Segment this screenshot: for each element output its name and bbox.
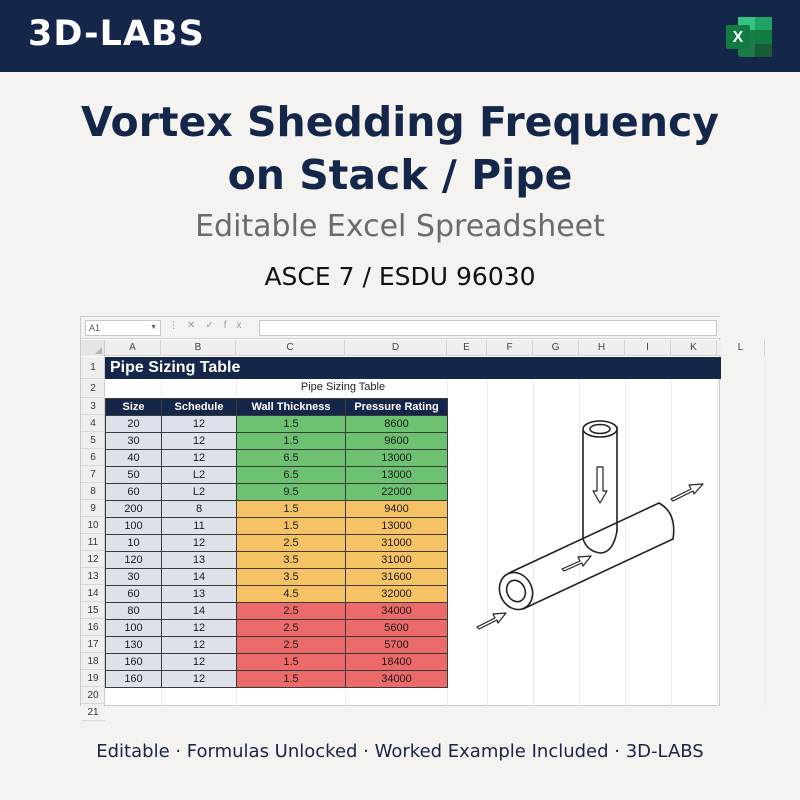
page-title-line-2: on Stack / Pipe: [227, 151, 573, 199]
row-header-4[interactable]: 4: [81, 415, 105, 432]
table-header-row: [106, 399, 448, 416]
cell-pressure-rating[interactable]: 31000: [346, 552, 448, 569]
cell-size[interactable]: 50: [106, 467, 162, 484]
cell-size[interactable]: 30: [106, 569, 162, 586]
cell-wall-thickness[interactable]: 2.5: [237, 535, 346, 552]
cell-pressure-rating[interactable]: 31000: [346, 535, 448, 552]
column-header-f[interactable]: F: [487, 340, 533, 356]
cell-pressure-rating[interactable]: 13000: [346, 467, 448, 484]
table-row: [106, 450, 448, 467]
table-row: [106, 637, 448, 654]
cell-pressure-rating[interactable]: 34000: [346, 671, 448, 688]
cell-wall-thickness[interactable]: 1.5: [237, 433, 346, 450]
row-header-9[interactable]: 9: [81, 500, 105, 517]
cell-pressure-rating[interactable]: 8600: [346, 416, 448, 433]
cell-wall-thickness[interactable]: 4.5: [237, 586, 346, 603]
cell-pressure-rating[interactable]: 13000: [346, 518, 448, 535]
cell-pressure-rating[interactable]: 5600: [346, 620, 448, 637]
row-header-11[interactable]: 11: [81, 534, 105, 551]
cell-schedule[interactable]: 12: [162, 433, 237, 450]
formula-icons: [187, 320, 252, 331]
row-header-16[interactable]: 16: [81, 619, 105, 636]
row-header-10[interactable]: 10: [81, 517, 105, 534]
row-header-5[interactable]: 5: [81, 432, 105, 449]
excel-icon: [724, 15, 774, 59]
cell-size[interactable]: 100: [106, 518, 162, 535]
cell-wall-thickness[interactable]: 1.5: [237, 501, 346, 518]
grid-vline: [765, 357, 766, 707]
brand-logo-text: 3D-LABS: [28, 14, 205, 54]
footer-tagline: Editable · Formulas Unlocked · Worked Example Included · 3D-LABS: [96, 741, 704, 762]
cell-schedule[interactable]: 11: [162, 518, 237, 535]
cell-pressure-rating[interactable]: 5700: [346, 637, 448, 654]
cell-schedule[interactable]: L2: [162, 484, 237, 501]
cell-schedule[interactable]: L2: [162, 467, 237, 484]
column-header-d[interactable]: D: [345, 340, 447, 356]
column-header-g[interactable]: G: [533, 340, 579, 356]
table-row: [106, 484, 448, 501]
row-header-column: [81, 357, 105, 718]
cell-size[interactable]: 60: [106, 484, 162, 501]
table-row: [106, 569, 448, 586]
cell-pressure-rating[interactable]: 9400: [346, 501, 448, 518]
row-header-1[interactable]: 1: [81, 357, 105, 379]
cell-pressure-rating[interactable]: 13000: [346, 450, 448, 467]
cell-schedule[interactable]: 12: [162, 535, 237, 552]
cell-schedule[interactable]: 8: [162, 501, 237, 518]
row-header-7[interactable]: 7: [81, 466, 105, 483]
row-header-20[interactable]: 20: [81, 687, 105, 704]
column-header-a[interactable]: A: [105, 340, 161, 356]
cell-pressure-rating[interactable]: 34000: [346, 603, 448, 620]
cell-pressure-rating[interactable]: 9600: [346, 433, 448, 450]
function-icon[interactable]: fx: [223, 320, 252, 331]
cell-pressure-rating[interactable]: 31600: [346, 569, 448, 586]
subtitle: Editable Excel Spreadsheet: [195, 209, 605, 244]
header-size[interactable]: Size: [106, 399, 162, 416]
header-wall-thickness[interactable]: Wall Thickness: [237, 399, 346, 416]
cell-wall-thickness[interactable]: 3.5: [237, 552, 346, 569]
cell-wall-thickness[interactable]: 6.5: [237, 467, 346, 484]
cell-wall-thickness[interactable]: 2.5: [237, 637, 346, 654]
formula-input[interactable]: [259, 320, 717, 336]
name-box-value: A1: [89, 323, 101, 333]
cancel-icon[interactable]: ✕: [187, 320, 206, 331]
table-row: [106, 467, 448, 484]
cell-schedule[interactable]: 12: [162, 637, 237, 654]
cell-size[interactable]: 40: [106, 450, 162, 467]
row-header-6[interactable]: 6: [81, 449, 105, 466]
table-row: [106, 501, 448, 518]
table-row: [106, 535, 448, 552]
sheet-title-banner[interactable]: [105, 357, 721, 379]
cell-size[interactable]: 200: [106, 501, 162, 518]
page-title-line-1: Vortex Shedding Frequency: [80, 98, 720, 146]
row-header-17[interactable]: 17: [81, 636, 105, 653]
cell-size[interactable]: 10: [106, 535, 162, 552]
spreadsheet-window: [80, 316, 744, 718]
cell-size[interactable]: 20: [106, 416, 162, 433]
cell-size[interactable]: 160: [106, 654, 162, 671]
row-header-19[interactable]: 19: [81, 670, 105, 687]
table-row: [106, 433, 448, 450]
standard-reference: ASCE 7 / ESDU 96030: [264, 262, 536, 291]
table-row: [106, 416, 448, 433]
cell-wall-thickness[interactable]: 1.5: [237, 518, 346, 535]
cell-pressure-rating[interactable]: 22000: [346, 484, 448, 501]
row-header-14[interactable]: 14: [81, 585, 105, 602]
top-banner: [0, 0, 800, 72]
cell-size[interactable]: 100: [106, 620, 162, 637]
more-dots-icon: ⋮: [169, 320, 178, 330]
select-all-corner[interactable]: [81, 340, 105, 356]
row-header-18[interactable]: 18: [81, 653, 105, 670]
cell-schedule[interactable]: 14: [162, 603, 237, 620]
column-header-h[interactable]: H: [579, 340, 625, 356]
cell-size[interactable]: 60: [106, 586, 162, 603]
header-schedule[interactable]: Schedule: [162, 399, 237, 416]
cell-size[interactable]: 120: [106, 552, 162, 569]
formula-bar: [81, 317, 721, 339]
column-header-row: [81, 340, 744, 356]
name-box[interactable]: [85, 320, 161, 336]
cell-schedule[interactable]: 12: [162, 620, 237, 637]
row-header-3[interactable]: 3: [81, 398, 105, 415]
sheet-title: Pipe Sizing Table: [110, 359, 241, 376]
cell-pressure-rating[interactable]: 32000: [346, 586, 448, 603]
cell-size[interactable]: 80: [106, 603, 162, 620]
table-row: [106, 586, 448, 603]
column-header-l[interactable]: L: [717, 340, 765, 356]
cell-size[interactable]: 160: [106, 671, 162, 688]
cell-schedule[interactable]: 13: [162, 552, 237, 569]
chevron-down-icon[interactable]: ▼: [150, 324, 157, 331]
cell-schedule[interactable]: 12: [162, 450, 237, 467]
grid-vline: [717, 357, 718, 707]
table-row: [106, 654, 448, 671]
cell-wall-thickness[interactable]: 3.5: [237, 569, 346, 586]
cell-schedule[interactable]: 12: [162, 416, 237, 433]
table-row: [106, 518, 448, 535]
cell-size[interactable]: 130: [106, 637, 162, 654]
svg-text:X: X: [732, 29, 744, 46]
column-header-b[interactable]: B: [161, 340, 236, 356]
confirm-icon[interactable]: ✓: [205, 320, 224, 331]
cell-wall-thickness[interactable]: 1.5: [237, 416, 346, 433]
cell-wall-thickness[interactable]: 1.5: [237, 671, 346, 688]
column-header-e[interactable]: E: [447, 340, 487, 356]
pipe-tee-diagram: [465, 413, 715, 653]
cell-schedule[interactable]: 12: [162, 671, 237, 688]
cell-schedule[interactable]: 14: [162, 569, 237, 586]
row-header-13[interactable]: 13: [81, 568, 105, 585]
cell-wall-thickness[interactable]: 2.5: [237, 603, 346, 620]
table-row: [106, 603, 448, 620]
header-pressure-rating[interactable]: Pressure Rating: [346, 399, 448, 416]
column-header-c[interactable]: C: [236, 340, 345, 356]
cell-wall-thickness[interactable]: 9.5: [237, 484, 346, 501]
table-row: [106, 552, 448, 569]
column-header-k[interactable]: K: [671, 340, 717, 356]
column-header-i[interactable]: I: [625, 340, 671, 356]
row-header-15[interactable]: 15: [81, 602, 105, 619]
row-header-12[interactable]: 12: [81, 551, 105, 568]
cell-wall-thickness[interactable]: 6.5: [237, 450, 346, 467]
table-row: [106, 620, 448, 637]
table-caption[interactable]: Pipe Sizing Table: [300, 381, 386, 393]
table-row: [106, 671, 448, 688]
row-header-2[interactable]: 2: [81, 379, 105, 398]
cell-pressure-rating[interactable]: 18400: [346, 654, 448, 671]
cell-schedule[interactable]: 13: [162, 586, 237, 603]
cell-size[interactable]: 30: [106, 433, 162, 450]
row-header-21[interactable]: 21: [81, 704, 105, 721]
cell-wall-thickness[interactable]: 2.5: [237, 620, 346, 637]
cell-schedule[interactable]: 12: [162, 654, 237, 671]
cell-wall-thickness[interactable]: 1.5: [237, 654, 346, 671]
row-header-8[interactable]: 8: [81, 483, 105, 500]
pipe-sizing-table: [105, 398, 448, 688]
